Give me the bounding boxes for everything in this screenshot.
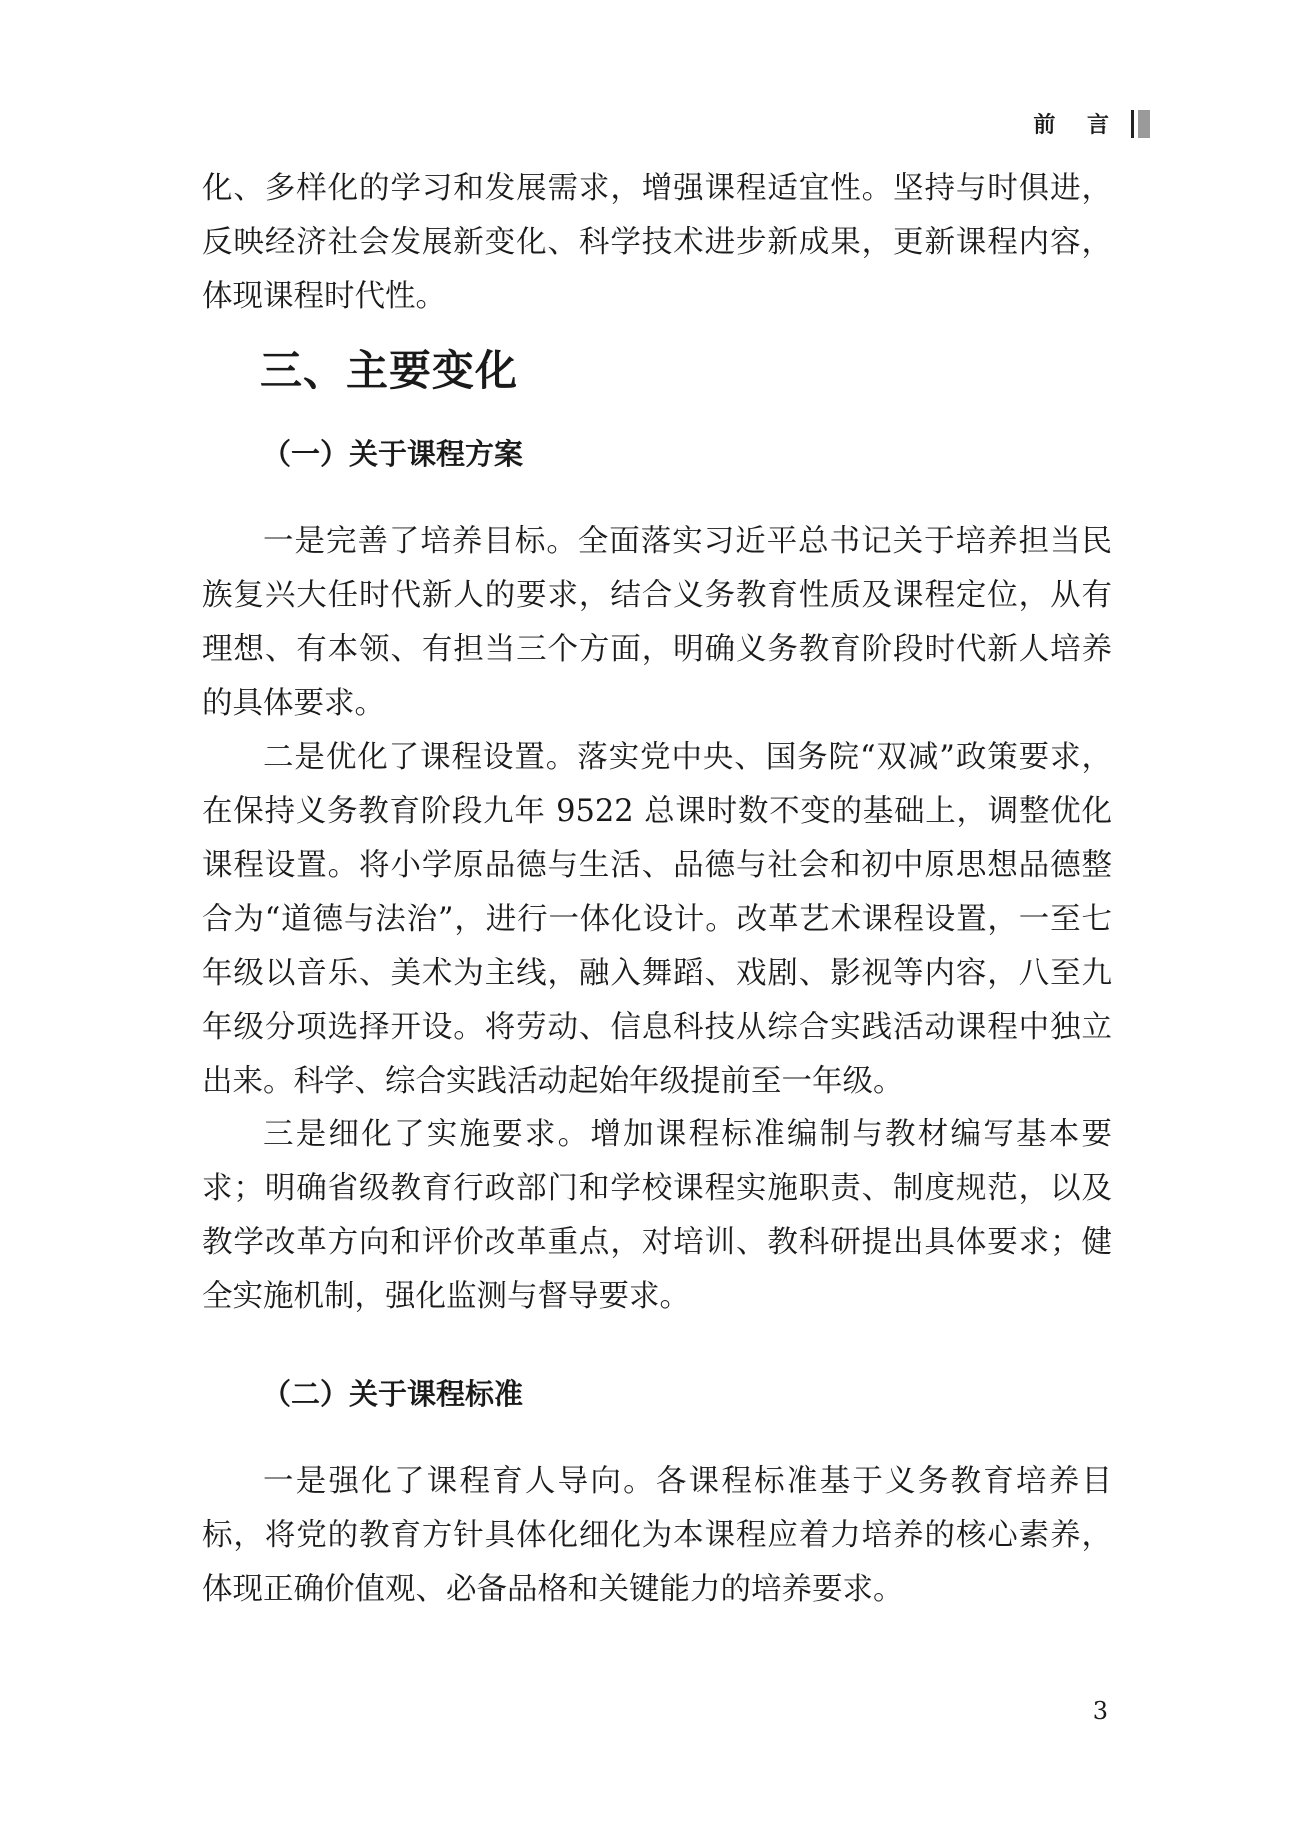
running-head-mark-icon [1131,110,1150,138]
paragraph-curriculum-setup: 二是优化了课程设置。落实党中央、国务院“双减”政策要求，在保持义务教育阶段九年 9522 总课时数不变的基础上，调整优化课程设置。将小学原品德与生活、品德与社会和初中原思想品德整合为“道德与法治”，进行一体化设计。改革艺术课程设置，一至七年级以音乐、美术为主线，融入舞蹈、戏剧、影视等内容，八至九年级分项选择开设。将劳动、信息科技从综合实践活动课程中独立出来。科学、综合实践活动起始年级提前至一年级。 [202,740,1112,1099]
intro-paragraph: 化、多样化的学习和发展需求，增强课程适宜性。坚持与时俱进，反映经济社会发展新变化、科学技术进步新成果，更新课程内容，体现课程时代性。 [202,171,1112,314]
paragraph-curriculum-orientation: 一是强化了课程育人导向。各课程标准基于义务教育培养目标，将党的教育方针具体化细化为本课程应着力培养的核心素养，体现正确价值观、必备品格和关键能力的培养要求。 [202,1464,1112,1607]
running-head [1033,108,1150,139]
paragraph-training-goals: 一是完善了培养目标。全面落实习近平总书记关于培养担当民族复兴大任时代新人的要求，结合义务教育性质及课程定位，从有理想、有本领、有担当三个方面，明确义务教育阶段时代新人培养的具体要求。 [202,524,1112,721]
page-number: 3 [1092,1697,1108,1725]
subsection-heading-2: （二）关于课程标准 [262,1377,524,1411]
paragraph-implementation: 三是细化了实施要求。增加课程标准编制与教材编写基本要求；明确省级教育行政部门和学校课程实施职责、制度规范，以及教学改革方向和评价改革重点，对培训、教科研提出具体要求；健全实施机制，强化监测与督导要求。 [202,1117,1112,1314]
section-heading: 三、主要变化 [260,346,519,395]
subsection-heading-1: （一）关于课程方案 [262,437,524,471]
running-head-title: 前 言 [1033,113,1121,138]
